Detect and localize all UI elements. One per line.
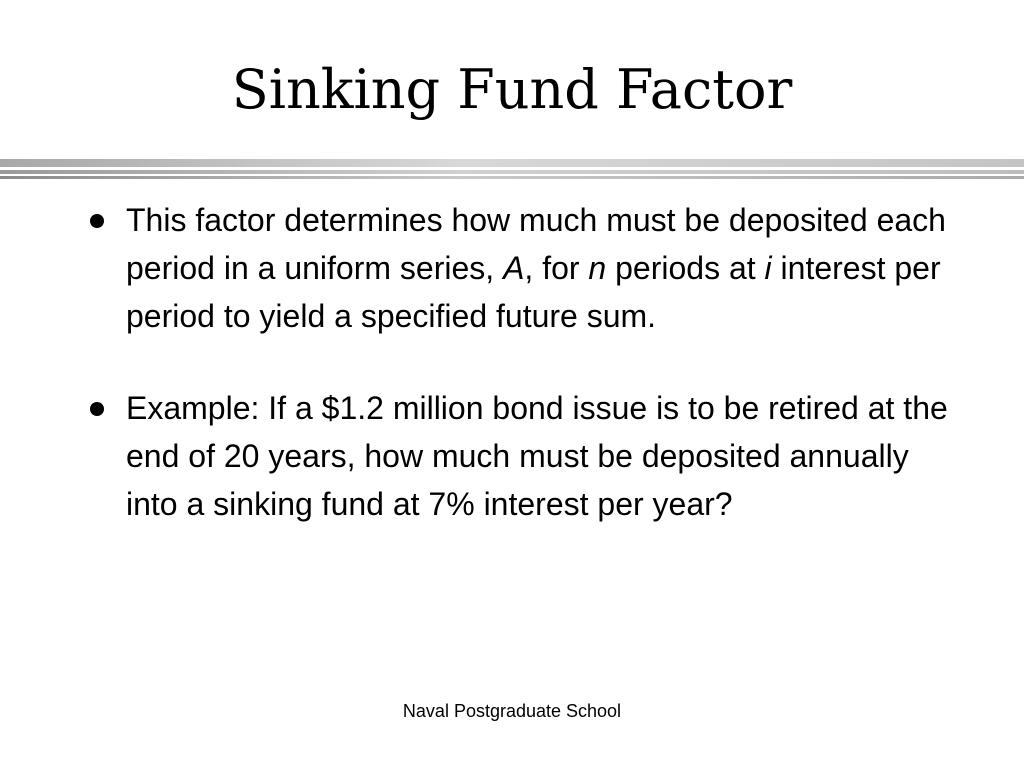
- title-rule-bottom: [0, 176, 1024, 179]
- variable-a: A: [503, 250, 525, 286]
- title-rule-middle: [0, 170, 1024, 174]
- bullet-list: [86, 196, 956, 572]
- slide-title: Sinking Fund Factor: [231, 58, 793, 121]
- bullet-item-definition: [86, 196, 956, 340]
- variable-i: i: [764, 250, 772, 286]
- bullet-text-part: This factor determines how much must be deposited each period in a uniform series,: [126, 202, 946, 286]
- bullet-text-part: , for: [524, 250, 589, 286]
- bullet-text-definition: [126, 202, 946, 334]
- title-rule-top: [0, 159, 1024, 167]
- bullet-dot-icon: [90, 402, 104, 416]
- variable-n: n: [588, 250, 607, 286]
- bullet-text-part: interest per period to yield a specified future sum.: [126, 250, 941, 334]
- slide-footer: Naval Postgraduate School: [402, 701, 622, 721]
- bullet-dot-icon: [90, 214, 104, 228]
- bullet-text-example: Example: If a $1.2 million bond issue is to be retired at the end of 20 years, how much must be deposited annually into a sinking fund at 7% interest per year?: [126, 390, 948, 522]
- bullet-item-example: [86, 384, 956, 528]
- bullet-text-part: periods at: [606, 250, 765, 286]
